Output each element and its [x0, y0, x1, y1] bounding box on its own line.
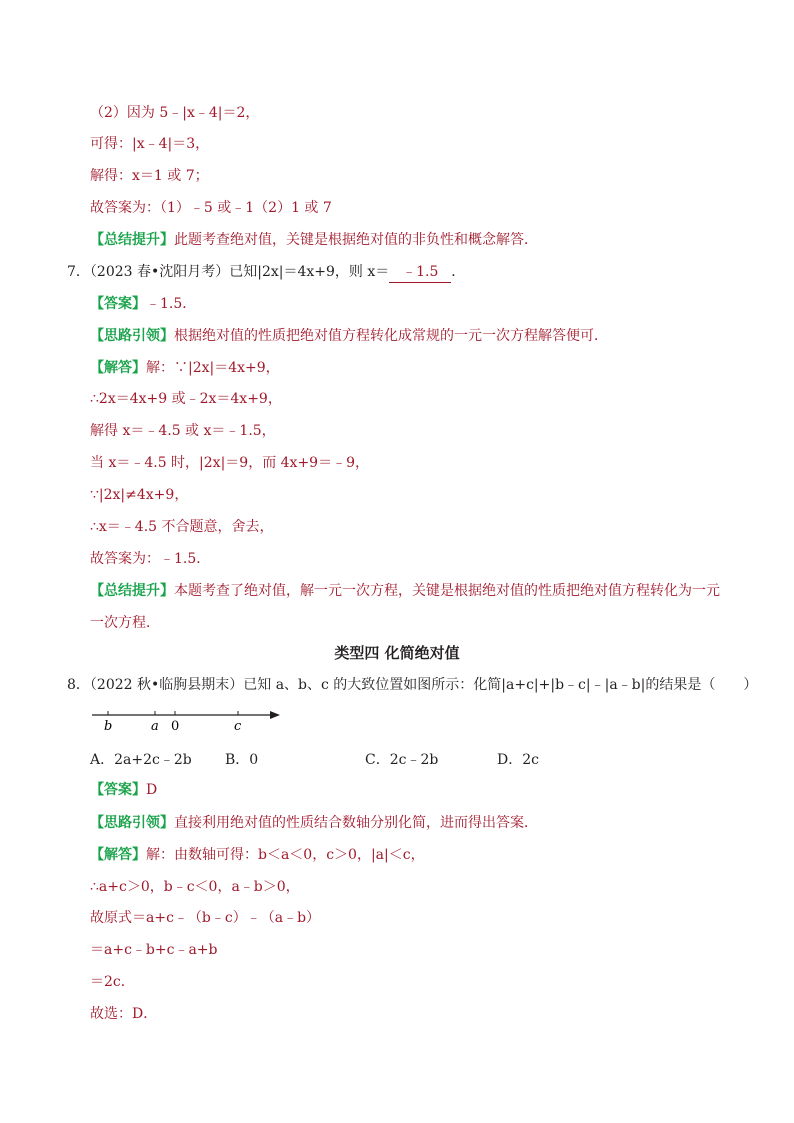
solution-header: [90, 845, 425, 865]
solution-line: 解得 x＝﹣4.5 或 x＝﹣1.5，: [90, 423, 276, 439]
label-c: c: [234, 719, 242, 734]
option-d[interactable]: D．2c: [497, 752, 539, 768]
section-title: 类型四 化简绝对值: [334, 644, 460, 662]
question-7-answer-blank: ﹣1.5: [389, 262, 451, 283]
idea-line: [90, 326, 608, 346]
option-a[interactable]: A．2a+2c﹣2b: [90, 752, 192, 768]
idea-tag: 【思路引领】: [90, 815, 174, 831]
solution-line: ∴2x＝4x+9 或﹣2x＝4x+9，: [90, 391, 282, 407]
solution-text: 解：由数轴可得：b＜a＜0，c＞0，|a|＜c，: [146, 847, 425, 863]
answer-line: [90, 780, 157, 800]
solution-line: 可得：|x﹣4|＝3，: [90, 136, 210, 152]
question-8-text: 8．（2022 秋•临朐县期末）已知 a、b、c 的大致位置如图所示：化简|a+c|+|b﹣c|﹣|a﹣b|的结果是（ ）: [67, 677, 758, 693]
summary-line: [90, 230, 538, 250]
solution-line: 解得：x＝1 或 7；: [90, 168, 209, 184]
solution-tag: 【解答】: [90, 360, 146, 376]
option-c[interactable]: C．2c﹣2b: [365, 752, 439, 768]
option-b[interactable]: B．0: [225, 752, 259, 768]
number-line-arrow: [270, 711, 280, 719]
idea-tag: 【思路引领】: [90, 328, 174, 344]
label-a: a: [151, 719, 159, 734]
idea-line: [90, 813, 538, 833]
summary-text: 此题考查绝对值，关键是根据绝对值的非负性和概念解答．: [174, 232, 538, 248]
summary-text: 本题考查了绝对值，解一元一次方程，关键是根据绝对值的性质把绝对值方程转化为一元: [174, 583, 720, 599]
question-7-end: ．: [451, 264, 466, 280]
solution-line: ＝2c．: [90, 974, 135, 990]
solution-line: 故原式＝a+c﹣（b﹣c）﹣（a﹣b）: [90, 910, 321, 926]
solution-tag: 【解答】: [90, 847, 146, 863]
answer-line: [90, 294, 196, 314]
solution-line: 故选：D．: [90, 1006, 158, 1022]
solution-line: 故答案为：﹣1.5．: [90, 551, 211, 567]
solution-line: 当 x＝﹣4.5 时，|2x|＝9，而 4x+9＝﹣9，: [90, 455, 370, 471]
summary-continuation: 一次方程．: [90, 615, 160, 631]
answer-text: ﹣1.5．: [146, 296, 197, 312]
solution-line: ∵|2x|≠4x+9，: [90, 487, 189, 503]
question-7: [67, 262, 465, 283]
answer-tag: 【答案】: [90, 296, 146, 312]
label-b: b: [104, 719, 113, 734]
summary-tag: 【总结提升】: [90, 232, 174, 248]
answer-text: D: [146, 782, 158, 798]
summary-tag: 【总结提升】: [90, 583, 174, 599]
answer-tag: 【答案】: [90, 782, 146, 798]
solution-line: ∴x＝﹣4.5 不合题意，舍去，: [90, 519, 274, 535]
solution-header: [90, 358, 280, 378]
idea-text: 根据绝对值的性质把绝对值方程转化成常规的一元一次方程解答便可．: [174, 328, 608, 344]
idea-text: 直接利用绝对值的性质结合数轴分别化简，进而得出答案．: [174, 815, 538, 831]
solution-text: 解：∵|2x|＝4x+9，: [146, 360, 280, 376]
question-7-text: 7．（2023 春•沈阳月考）已知|2x|＝4x+9，则 x＝: [67, 264, 390, 280]
label-zero: 0: [171, 719, 180, 734]
number-line-figure: [90, 702, 290, 736]
solution-line: ∴a+c＞0，b﹣c＜0，a﹣b＞0，: [90, 879, 300, 895]
solution-line: 故答案为：（1）﹣5 或﹣1（2）1 或 7: [90, 200, 332, 216]
summary-line: [90, 581, 720, 601]
solution-line: ＝a+c﹣b+c﹣a+b: [90, 942, 218, 958]
solution-line: （2）因为 5﹣|x﹣4|＝2，: [90, 105, 260, 121]
